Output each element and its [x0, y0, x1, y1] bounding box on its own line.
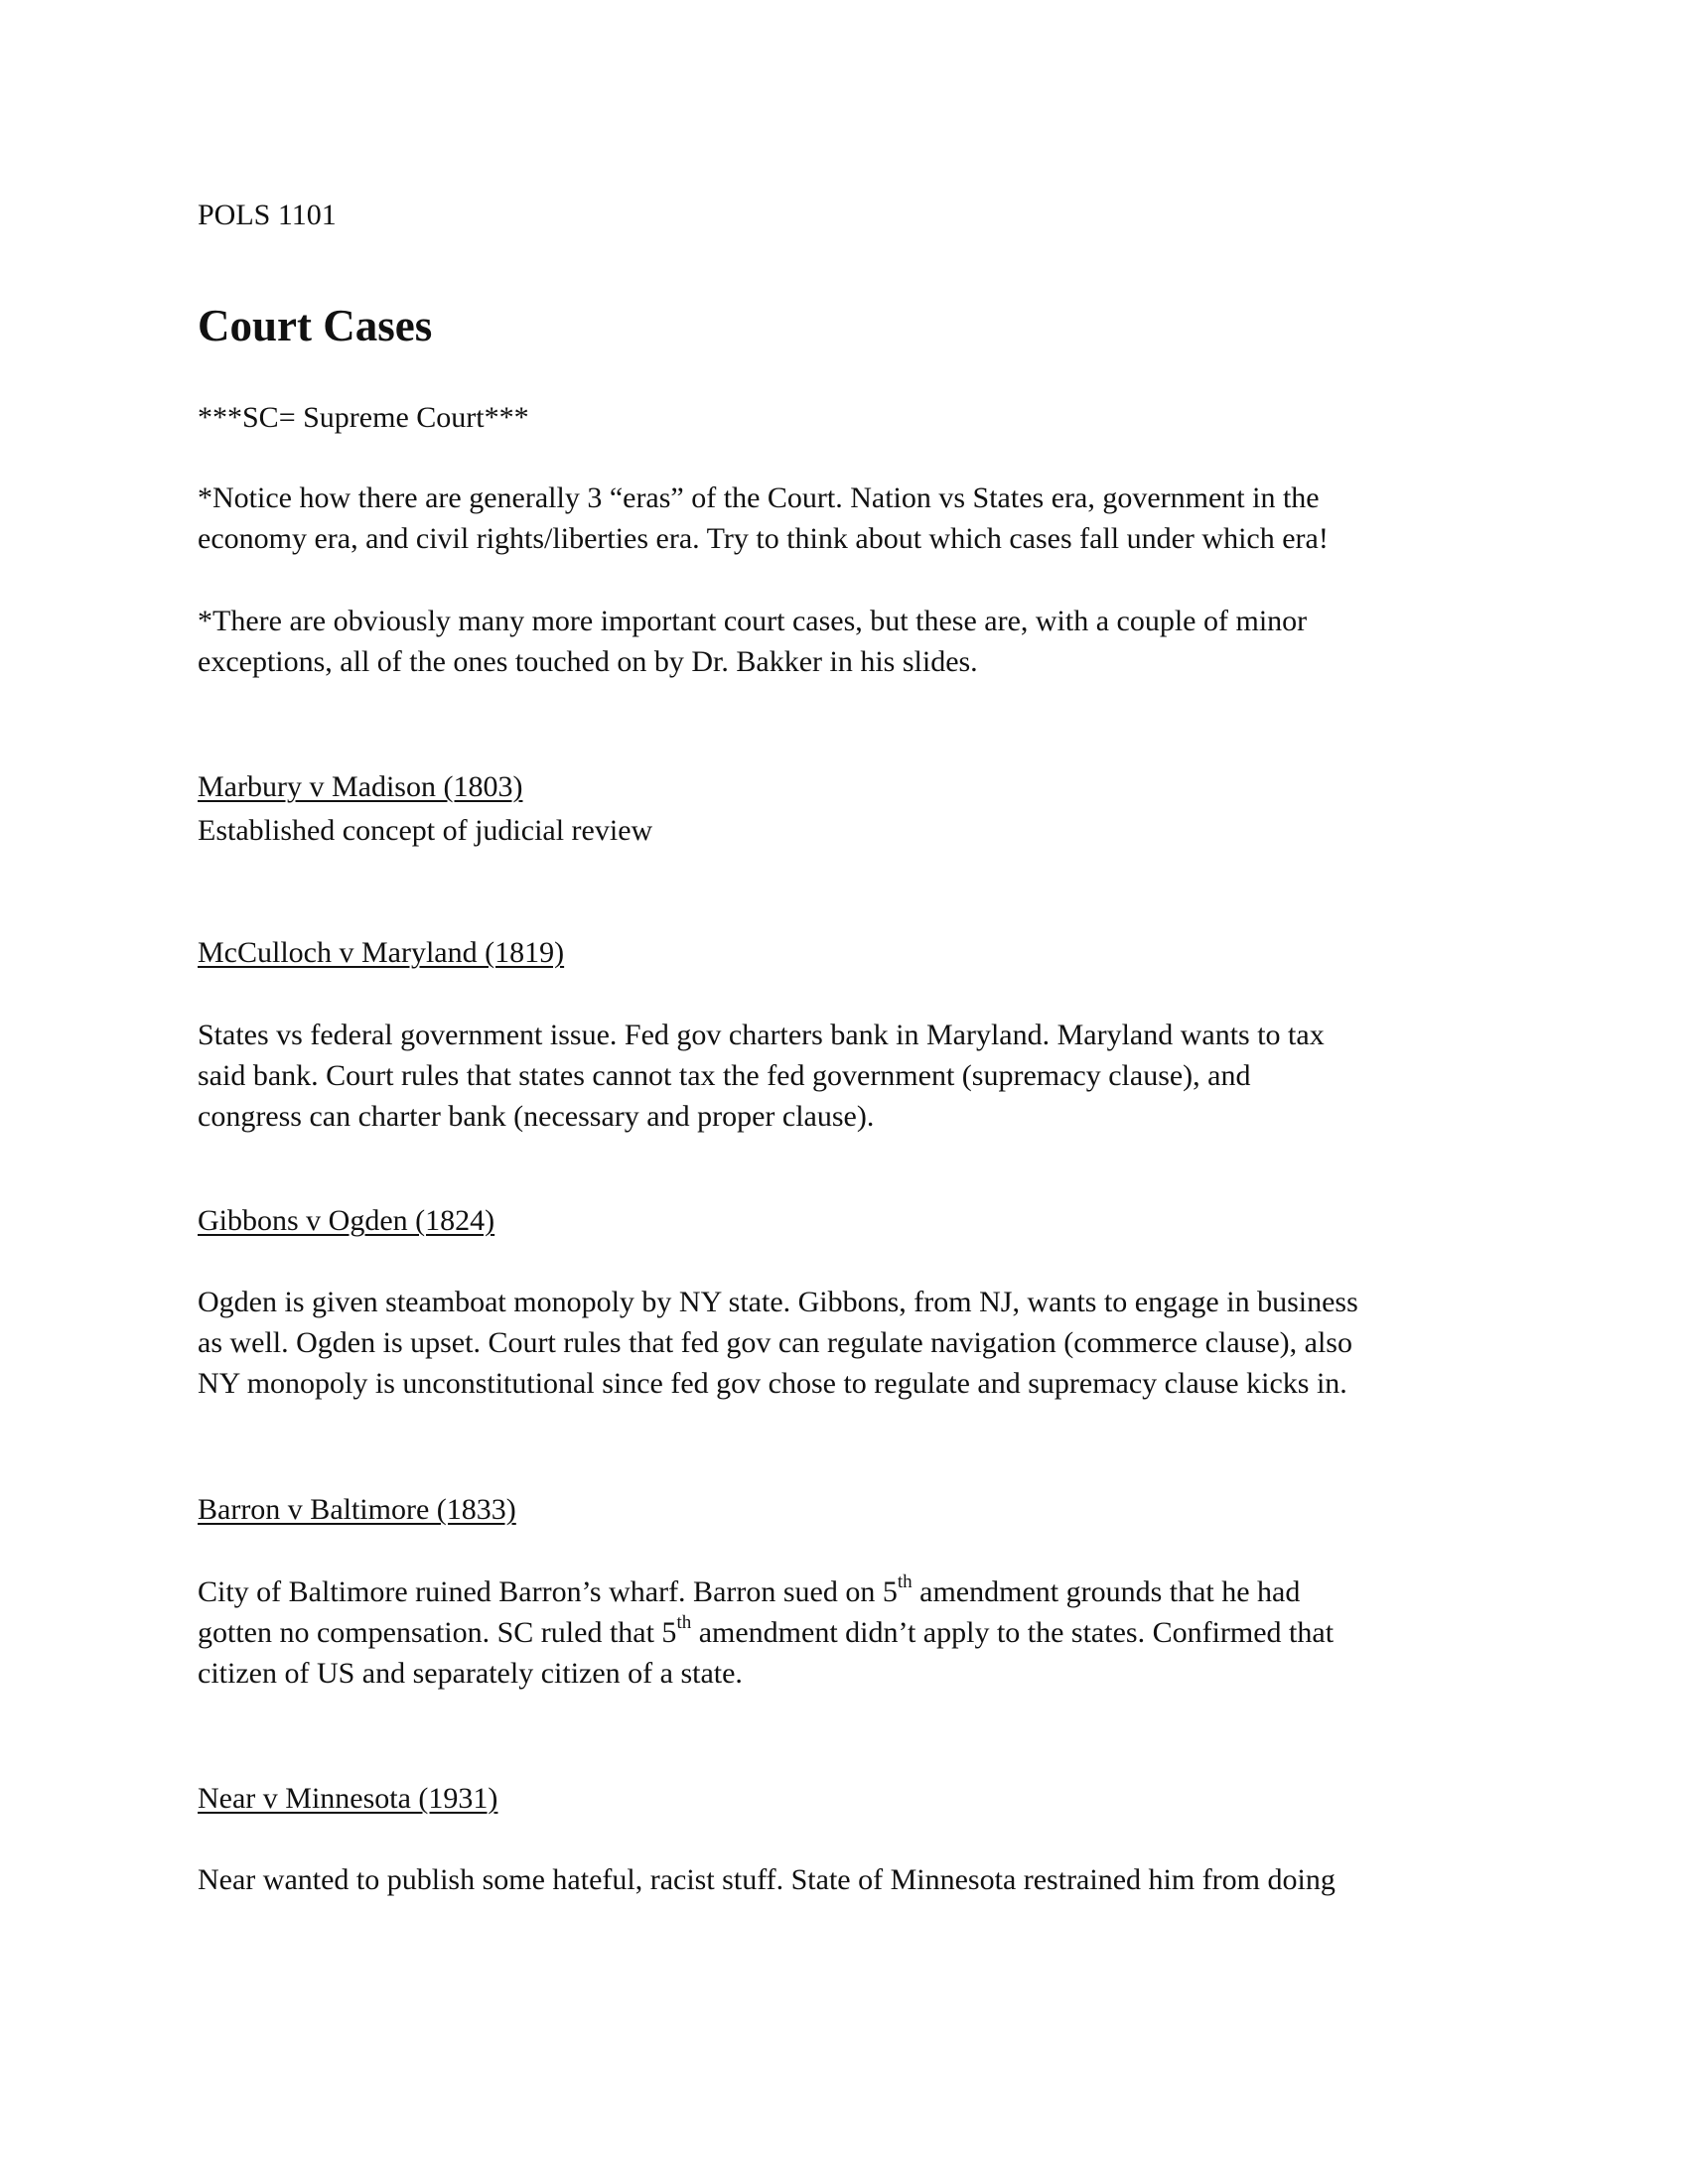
barron-line-1-end: amendment grounds that he had: [912, 1575, 1301, 1608]
case-text-mcculloch-line-3: congress can charter bank (necessary and proper clause).: [198, 1100, 875, 1133]
case-text-gibbons-line-3: NY monopoly is unconstitutional since fed gov chose to regulate and supremacy clause kicks in.: [198, 1367, 1347, 1400]
page-title: Court Cases: [198, 301, 433, 350]
barron-line-2-start: gotten no compensation. SC ruled that 5: [198, 1616, 677, 1649]
case-title-gibbons: Gibbons v Ogden (1824): [198, 1204, 495, 1237]
barron-line-1-start: City of Baltimore ruined Barron’s wharf. Barron sued on 5: [198, 1575, 898, 1608]
ordinal-superscript: th: [676, 1612, 692, 1633]
eras-note-line-1: *Notice how there are generally 3 “eras” of the Court. Nation vs States era, government in the: [198, 481, 1320, 514]
case-title-mcculloch: McCulloch v Maryland (1819): [198, 936, 565, 969]
case-title-barron: Barron v Baltimore (1833): [198, 1493, 516, 1526]
case-text-gibbons-line-2: as well. Ogden is upset. Court rules that fed gov can regulate navigation (commerce clause), also: [198, 1326, 1352, 1359]
case-text-barron-line-3: citizen of US and separately citizen of a state.: [198, 1657, 743, 1690]
course-code: POLS 1101: [198, 199, 337, 231]
ordinal-superscript: th: [897, 1571, 913, 1592]
case-text-mcculloch-line-2: said bank. Court rules that states cannot tax the fed government (supremacy clause), and: [198, 1059, 1251, 1092]
barron-line-2-end: amendment didn’t apply to the states. Confirmed that: [691, 1616, 1335, 1649]
abbreviation-note: ***SC= Supreme Court***: [198, 401, 529, 434]
cases-note-line-2: exceptions, all of the ones touched on by Dr. Bakker in his slides.: [198, 645, 978, 678]
case-text-near-line-1: Near wanted to publish some hateful, racist stuff. State of Minnesota restrained him from doing: [198, 1863, 1336, 1896]
case-text-mcculloch-line-1: States vs federal government issue. Fed gov charters bank in Maryland. Maryland wants to tax: [198, 1019, 1325, 1051]
cases-note-line-1: *There are obviously many more important court cases, but these are, with a couple of minor: [198, 605, 1308, 637]
eras-note-line-2: economy era, and civil rights/liberties era. Try to think about which cases fall under which era!: [198, 522, 1329, 555]
case-text-marbury-line-1: Established concept of judicial review: [198, 814, 653, 847]
case-text-barron-line-1: [198, 1571, 1300, 1612]
case-title-near: Near v Minnesota (1931): [198, 1782, 498, 1815]
case-text-gibbons-line-1: Ogden is given steamboat monopoly by NY state. Gibbons, from NJ, wants to engage in business: [198, 1286, 1358, 1318]
case-text-barron-line-2: [198, 1612, 1334, 1653]
case-title-marbury: Marbury v Madison (1803): [198, 770, 523, 803]
